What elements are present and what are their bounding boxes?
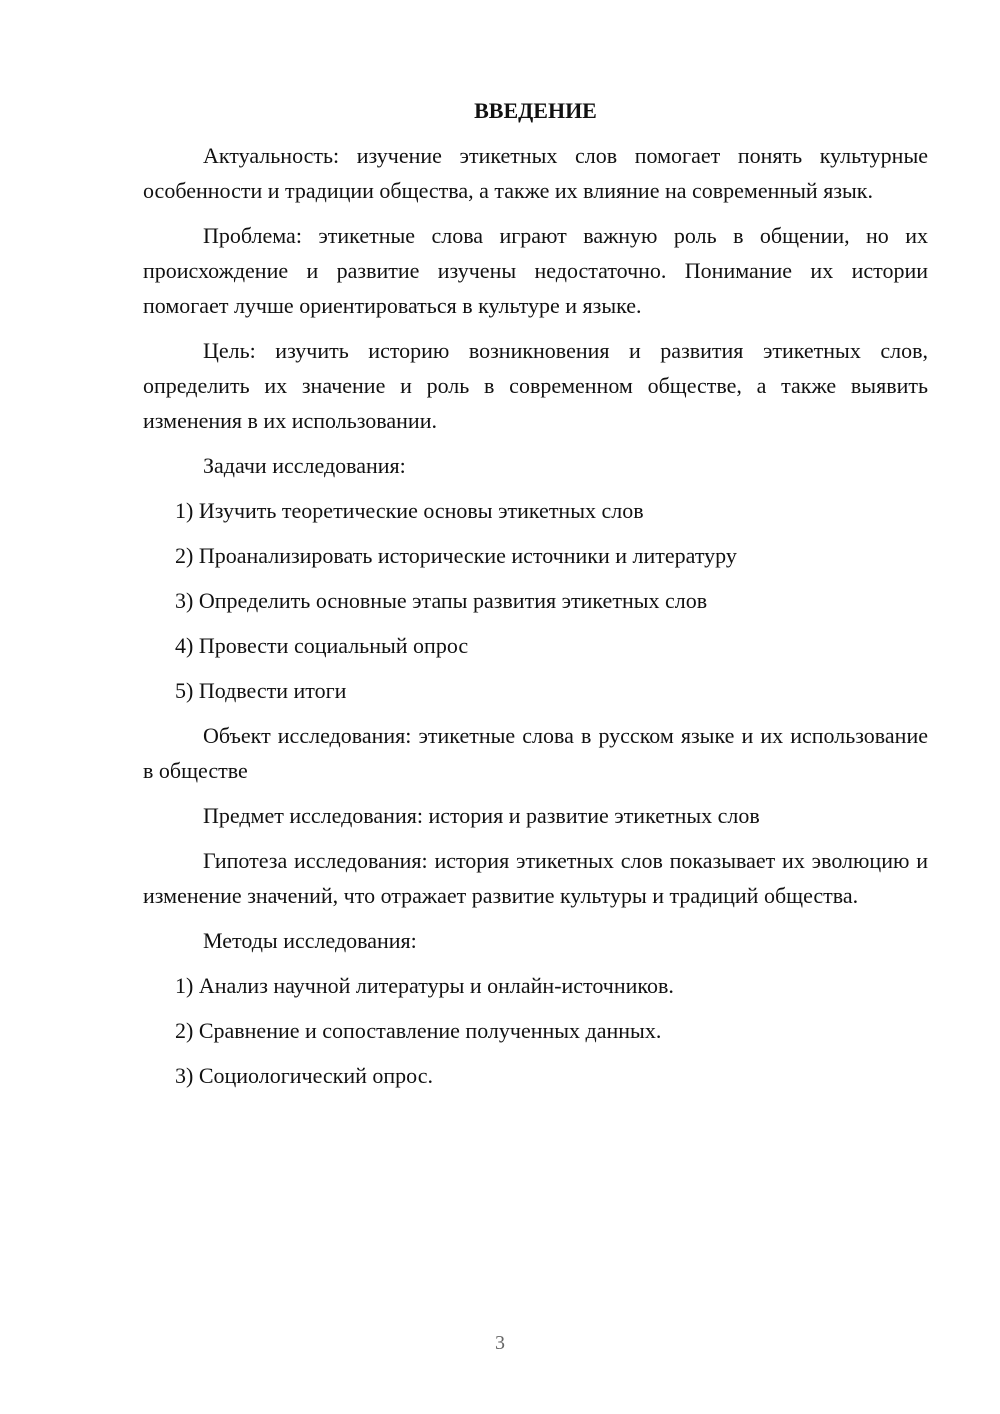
subject-paragraph: Предмет исследования: история и развитие этикетных слов	[203, 803, 760, 828]
method-item-3: 3) Социологический опрос.	[175, 1063, 433, 1088]
tasks-heading: Задачи исследования:	[203, 453, 406, 478]
page-title: ВВЕДЕНИЕ	[474, 98, 597, 123]
task-item-1: 1) Изучить теоретические основы этикетных слов	[175, 498, 644, 523]
page-number: 3	[495, 1332, 505, 1354]
document-page	[143, 93, 928, 1103]
relevance-paragraph: Актуальность: изучение этикетных слов помогает понять культурные особенности и традиции общества, а также их влияние на современный язык.	[143, 143, 928, 203]
problem-paragraph: Проблема: этикетные слова играют важную роль в общении, но их происхождение и развитие изучены недостаточно. Понимание их истории помогает лучше ориентироваться в культуре и языке.	[143, 223, 928, 318]
goal-paragraph: Цель: изучить историю возникновения и развития этикетных слов, определить их значение и роль в современном обществе, а также выявить изменения в их использовании.	[143, 338, 928, 433]
methods-heading: Методы исследования:	[203, 928, 417, 953]
hypothesis-paragraph: Гипотеза исследования: история этикетных слов показывает их эволюцию и изменение значений, что отражает развитие культуры и традиций общества.	[143, 848, 928, 908]
method-item-2: 2) Сравнение и сопоставление полученных данных.	[175, 1018, 662, 1043]
method-item-1: 1) Анализ научной литературы и онлайн-источников.	[175, 973, 674, 998]
task-item-2: 2) Проанализировать исторические источники и литературу	[175, 543, 737, 568]
task-item-5: 5) Подвести итоги	[175, 678, 347, 703]
task-item-4: 4) Провести социальный опрос	[175, 633, 469, 658]
task-item-3: 3) Определить основные этапы развития этикетных слов	[175, 588, 708, 613]
object-paragraph: Объект исследования: этикетные слова в русском языке и их использование в обществе	[143, 723, 928, 783]
